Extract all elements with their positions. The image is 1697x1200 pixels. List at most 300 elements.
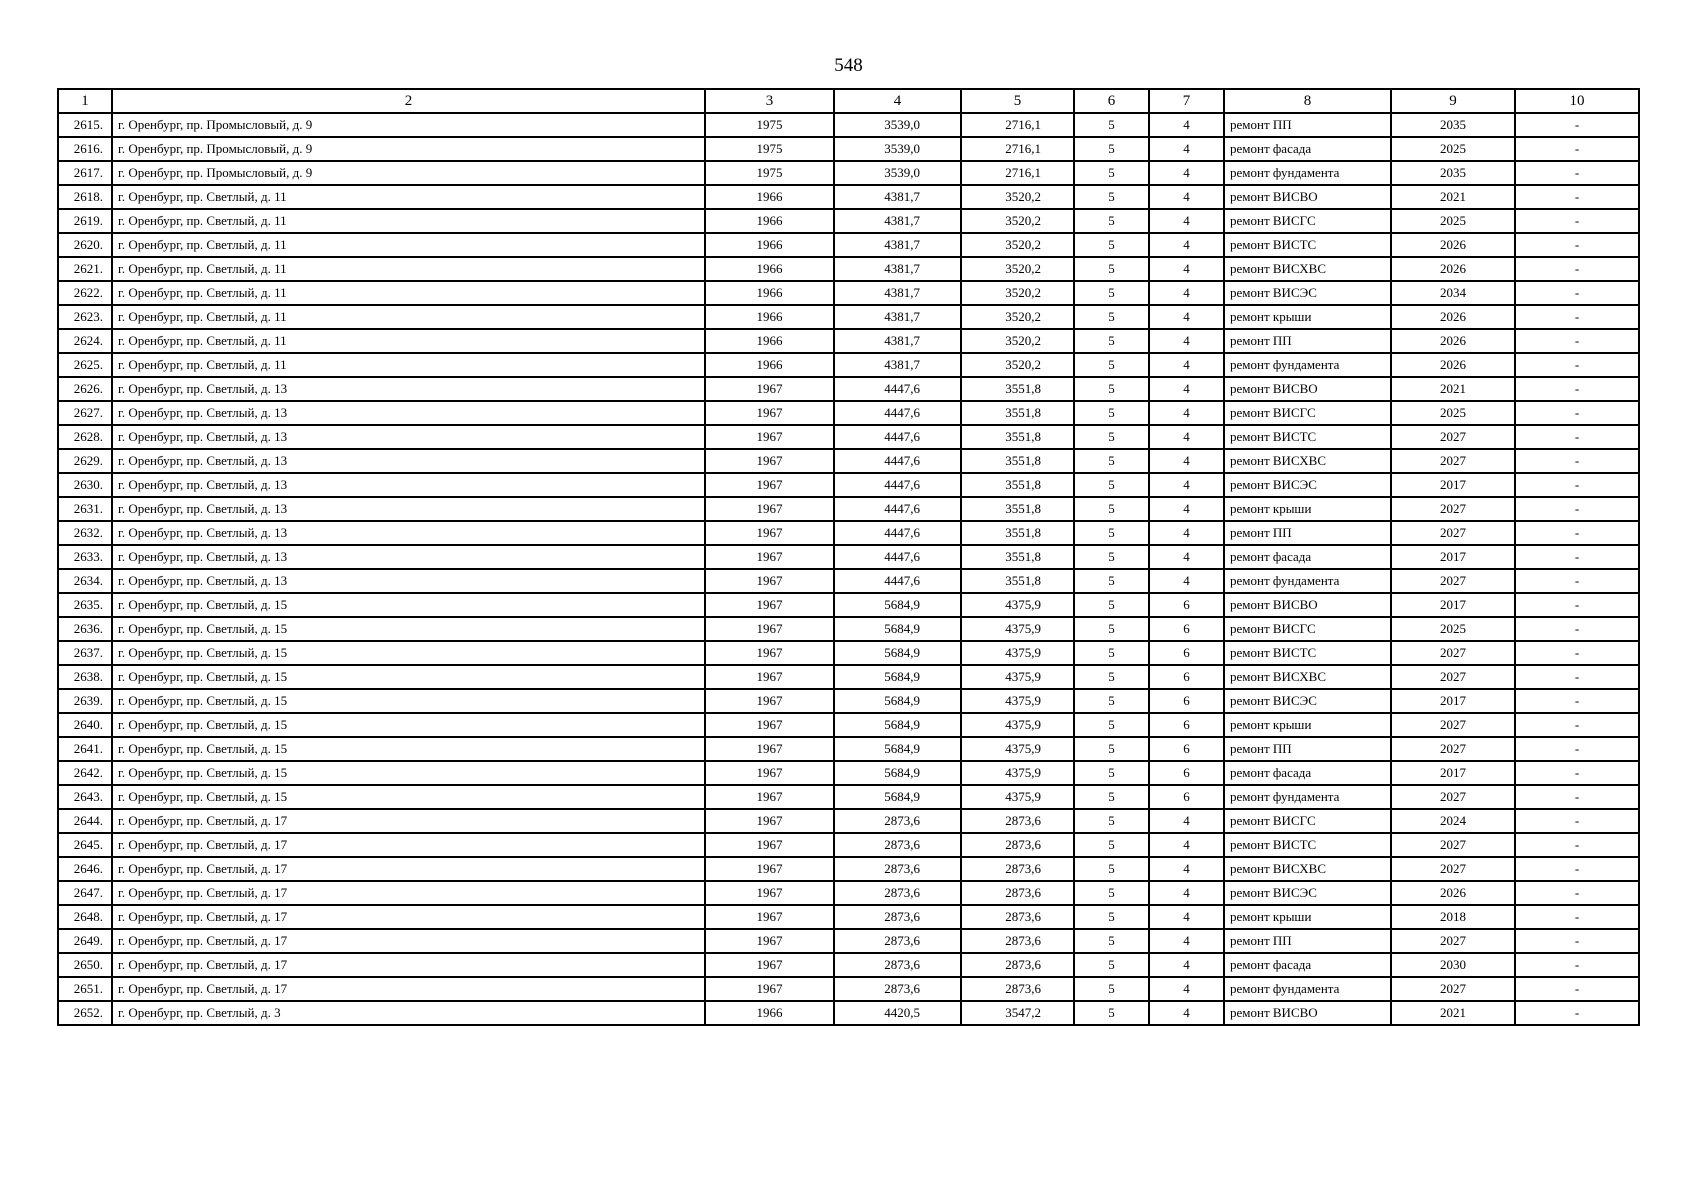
note-cell: - [1515,473,1639,497]
work-type-cell: ремонт ВИСХВС [1224,449,1391,473]
work-type-cell: ремонт ВИСВО [1224,1001,1391,1025]
planned-year-cell: 2025 [1391,209,1515,233]
planned-year-cell: 2027 [1391,785,1515,809]
entrances-cell: 4 [1149,305,1224,329]
living-area-cell: 4375,9 [961,665,1074,689]
planned-year-cell: 2027 [1391,737,1515,761]
planned-year-cell: 2026 [1391,353,1515,377]
living-area-cell: 2716,1 [961,161,1074,185]
row-number-cell: 2643. [58,785,112,809]
entrances-cell: 4 [1149,377,1224,401]
work-type-cell: ремонт фундамента [1224,353,1391,377]
total-area-cell: 2873,6 [834,833,961,857]
table-row [58,953,1639,977]
work-type-cell: ремонт ВИСЭС [1224,281,1391,305]
floors-cell: 5 [1074,353,1149,377]
note-cell: - [1515,953,1639,977]
row-number-cell: 2623. [58,305,112,329]
row-number-cell: 2639. [58,689,112,713]
floors-cell: 5 [1074,161,1149,185]
planned-year-cell: 2017 [1391,593,1515,617]
planned-year-cell: 2030 [1391,953,1515,977]
total-area-cell: 3539,0 [834,113,961,137]
year-built-cell: 1966 [705,257,834,281]
address-cell: г. Оренбург, пр. Светлый, д. 13 [112,377,705,401]
page-number: 548 [834,55,863,76]
year-built-cell: 1966 [705,329,834,353]
year-built-cell: 1967 [705,809,834,833]
table-row [58,665,1639,689]
address-cell: г. Оренбург, пр. Светлый, д. 3 [112,1001,705,1025]
planned-year-cell: 2027 [1391,713,1515,737]
row-number-cell: 2617. [58,161,112,185]
note-cell: - [1515,353,1639,377]
row-number-cell: 2620. [58,233,112,257]
row-number-cell: 2631. [58,497,112,521]
work-type-cell: ремонт фундамента [1224,785,1391,809]
total-area-cell: 4447,6 [834,425,961,449]
living-area-cell: 3547,2 [961,1001,1074,1025]
work-type-cell: ремонт ВИСТС [1224,833,1391,857]
living-area-cell: 3551,8 [961,569,1074,593]
planned-year-cell: 2026 [1391,305,1515,329]
entrances-cell: 6 [1149,665,1224,689]
address-cell: г. Оренбург, пр. Светлый, д. 11 [112,257,705,281]
floors-cell: 5 [1074,713,1149,737]
table-row [58,809,1639,833]
total-area-cell: 4381,7 [834,209,961,233]
living-area-cell: 2873,6 [961,929,1074,953]
table-row [58,329,1639,353]
work-type-cell: ремонт фасада [1224,137,1391,161]
table-row [58,929,1639,953]
living-area-cell: 4375,9 [961,617,1074,641]
note-cell: - [1515,401,1639,425]
column-header: 7 [1149,89,1224,113]
entrances-cell: 4 [1149,329,1224,353]
work-type-cell: ремонт ВИСВО [1224,185,1391,209]
living-area-cell: 2873,6 [961,953,1074,977]
table-row [58,449,1639,473]
entrances-cell: 4 [1149,257,1224,281]
note-cell: - [1515,665,1639,689]
planned-year-cell: 2025 [1391,401,1515,425]
total-area-cell: 4420,5 [834,1001,961,1025]
year-built-cell: 1967 [705,953,834,977]
floors-cell: 5 [1074,905,1149,929]
planned-year-cell: 2017 [1391,689,1515,713]
column-header: 8 [1224,89,1391,113]
table-row [58,713,1639,737]
work-type-cell: ремонт ВИСТС [1224,641,1391,665]
row-number-cell: 2619. [58,209,112,233]
note-cell: - [1515,881,1639,905]
entrances-cell: 4 [1149,401,1224,425]
planned-year-cell: 2017 [1391,761,1515,785]
work-type-cell: ремонт крыши [1224,905,1391,929]
planned-year-cell: 2021 [1391,377,1515,401]
address-cell: г. Оренбург, пр. Светлый, д. 13 [112,545,705,569]
floors-cell: 5 [1074,977,1149,1001]
table-row [58,977,1639,1001]
row-number-cell: 2622. [58,281,112,305]
entrances-cell: 4 [1149,281,1224,305]
work-type-cell: ремонт фасада [1224,761,1391,785]
floors-cell: 5 [1074,833,1149,857]
entrances-cell: 4 [1149,881,1224,905]
table-row [58,425,1639,449]
address-cell: г. Оренбург, пр. Светлый, д. 15 [112,737,705,761]
row-number-cell: 2652. [58,1001,112,1025]
planned-year-cell: 2018 [1391,905,1515,929]
row-number-cell: 2621. [58,257,112,281]
address-cell: г. Оренбург, пр. Светлый, д. 11 [112,233,705,257]
entrances-cell: 4 [1149,209,1224,233]
planned-year-cell: 2027 [1391,641,1515,665]
note-cell: - [1515,545,1639,569]
address-cell: г. Оренбург, пр. Светлый, д. 15 [112,689,705,713]
total-area-cell: 2873,6 [834,809,961,833]
address-cell: г. Оренбург, пр. Светлый, д. 11 [112,305,705,329]
table-row [58,881,1639,905]
work-type-cell: ремонт ВИСЭС [1224,881,1391,905]
year-built-cell: 1966 [705,185,834,209]
address-cell: г. Оренбург, пр. Промысловый, д. 9 [112,113,705,137]
note-cell: - [1515,137,1639,161]
living-area-cell: 2873,6 [961,881,1074,905]
work-type-cell: ремонт ВИСВО [1224,593,1391,617]
note-cell: - [1515,185,1639,209]
total-area-cell: 4381,7 [834,257,961,281]
column-header: 5 [961,89,1074,113]
total-area-cell: 2873,6 [834,953,961,977]
total-area-cell: 2873,6 [834,905,961,929]
note-cell: - [1515,833,1639,857]
table-row [58,641,1639,665]
floors-cell: 5 [1074,881,1149,905]
note-cell: - [1515,977,1639,1001]
year-built-cell: 1967 [705,905,834,929]
note-cell: - [1515,257,1639,281]
total-area-cell: 5684,9 [834,689,961,713]
table-row [58,209,1639,233]
work-type-cell: ремонт фундамента [1224,569,1391,593]
work-type-cell: ремонт ВИСЭС [1224,473,1391,497]
table-row [58,545,1639,569]
row-number-cell: 2615. [58,113,112,137]
table-row [58,593,1639,617]
living-area-cell: 2873,6 [961,977,1074,1001]
note-cell: - [1515,785,1639,809]
table-row [58,521,1639,545]
table-header [58,89,1639,113]
note-cell: - [1515,1001,1639,1025]
year-built-cell: 1967 [705,449,834,473]
living-area-cell: 2716,1 [961,137,1074,161]
total-area-cell: 4447,6 [834,521,961,545]
living-area-cell: 4375,9 [961,785,1074,809]
note-cell: - [1515,329,1639,353]
entrances-cell: 6 [1149,737,1224,761]
living-area-cell: 3520,2 [961,233,1074,257]
living-area-cell: 4375,9 [961,713,1074,737]
work-type-cell: ремонт ВИСХВС [1224,857,1391,881]
year-built-cell: 1967 [705,689,834,713]
entrances-cell: 6 [1149,641,1224,665]
row-number-cell: 2633. [58,545,112,569]
living-area-cell: 3520,2 [961,257,1074,281]
floors-cell: 5 [1074,305,1149,329]
row-number-cell: 2618. [58,185,112,209]
living-area-cell: 3551,8 [961,521,1074,545]
address-cell: г. Оренбург, пр. Светлый, д. 11 [112,353,705,377]
year-built-cell: 1966 [705,209,834,233]
column-header: 10 [1515,89,1639,113]
note-cell: - [1515,497,1639,521]
planned-year-cell: 2024 [1391,809,1515,833]
work-type-cell: ремонт ВИСТС [1224,425,1391,449]
year-built-cell: 1966 [705,305,834,329]
planned-year-cell: 2027 [1391,521,1515,545]
total-area-cell: 4447,6 [834,377,961,401]
floors-cell: 5 [1074,665,1149,689]
work-type-cell: ремонт ПП [1224,113,1391,137]
total-area-cell: 4381,7 [834,353,961,377]
floors-cell: 5 [1074,377,1149,401]
work-type-cell: ремонт фундамента [1224,161,1391,185]
total-area-cell: 4447,6 [834,569,961,593]
year-built-cell: 1967 [705,929,834,953]
work-type-cell: ремонт ПП [1224,329,1391,353]
address-cell: г. Оренбург, пр. Светлый, д. 11 [112,185,705,209]
table-row [58,233,1639,257]
living-area-cell: 3520,2 [961,281,1074,305]
floors-cell: 5 [1074,953,1149,977]
planned-year-cell: 2026 [1391,881,1515,905]
entrances-cell: 4 [1149,905,1224,929]
planned-year-cell: 2035 [1391,113,1515,137]
entrances-cell: 6 [1149,713,1224,737]
note-cell: - [1515,905,1639,929]
repair-schedule-table [57,88,1640,1026]
address-cell: г. Оренбург, пр. Светлый, д. 13 [112,569,705,593]
table-row [58,353,1639,377]
work-type-cell: ремонт ВИСГС [1224,809,1391,833]
entrances-cell: 4 [1149,977,1224,1001]
note-cell: - [1515,569,1639,593]
year-built-cell: 1967 [705,593,834,617]
year-built-cell: 1975 [705,113,834,137]
planned-year-cell: 2021 [1391,185,1515,209]
work-type-cell: ремонт ПП [1224,737,1391,761]
planned-year-cell: 2027 [1391,857,1515,881]
year-built-cell: 1966 [705,1001,834,1025]
address-cell: г. Оренбург, пр. Светлый, д. 15 [112,713,705,737]
floors-cell: 5 [1074,209,1149,233]
floors-cell: 5 [1074,185,1149,209]
table-row [58,377,1639,401]
floors-cell: 5 [1074,1001,1149,1025]
planned-year-cell: 2027 [1391,569,1515,593]
floors-cell: 5 [1074,401,1149,425]
column-header: 9 [1391,89,1515,113]
table-row [58,161,1639,185]
total-area-cell: 2873,6 [834,857,961,881]
planned-year-cell: 2027 [1391,497,1515,521]
year-built-cell: 1975 [705,137,834,161]
table-row [58,833,1639,857]
work-type-cell: ремонт фундамента [1224,977,1391,1001]
floors-cell: 5 [1074,857,1149,881]
living-area-cell: 2873,6 [961,833,1074,857]
note-cell: - [1515,233,1639,257]
total-area-cell: 4447,6 [834,545,961,569]
note-cell: - [1515,305,1639,329]
table-row [58,257,1639,281]
work-type-cell: ремонт крыши [1224,497,1391,521]
note-cell: - [1515,521,1639,545]
total-area-cell: 5684,9 [834,761,961,785]
address-cell: г. Оренбург, пр. Светлый, д. 17 [112,881,705,905]
note-cell: - [1515,929,1639,953]
total-area-cell: 2873,6 [834,929,961,953]
total-area-cell: 4447,6 [834,449,961,473]
year-built-cell: 1967 [705,617,834,641]
entrances-cell: 4 [1149,425,1224,449]
note-cell: - [1515,113,1639,137]
planned-year-cell: 2027 [1391,665,1515,689]
total-area-cell: 5684,9 [834,641,961,665]
column-header: 3 [705,89,834,113]
living-area-cell: 3551,8 [961,401,1074,425]
table-row [58,473,1639,497]
planned-year-cell: 2027 [1391,833,1515,857]
living-area-cell: 4375,9 [961,689,1074,713]
year-built-cell: 1967 [705,665,834,689]
work-type-cell: ремонт ВИСХВС [1224,665,1391,689]
table-row [58,113,1639,137]
year-built-cell: 1967 [705,473,834,497]
floors-cell: 5 [1074,737,1149,761]
floors-cell: 5 [1074,689,1149,713]
work-type-cell: ремонт ПП [1224,929,1391,953]
address-cell: г. Оренбург, пр. Светлый, д. 13 [112,449,705,473]
floors-cell: 5 [1074,809,1149,833]
note-cell: - [1515,809,1639,833]
table-row [58,905,1639,929]
address-cell: г. Оренбург, пр. Светлый, д. 17 [112,953,705,977]
row-number-cell: 2640. [58,713,112,737]
living-area-cell: 3520,2 [961,329,1074,353]
work-type-cell: ремонт ВИСГС [1224,209,1391,233]
row-number-cell: 2637. [58,641,112,665]
planned-year-cell: 2027 [1391,977,1515,1001]
floors-cell: 5 [1074,329,1149,353]
address-cell: г. Оренбург, пр. Промысловый, д. 9 [112,161,705,185]
entrances-cell: 6 [1149,785,1224,809]
living-area-cell: 2716,1 [961,113,1074,137]
planned-year-cell: 2027 [1391,929,1515,953]
column-header: 2 [112,89,705,113]
row-number-cell: 2647. [58,881,112,905]
row-number-cell: 2625. [58,353,112,377]
floors-cell: 5 [1074,257,1149,281]
work-type-cell: ремонт ВИСГС [1224,401,1391,425]
entrances-cell: 4 [1149,185,1224,209]
total-area-cell: 5684,9 [834,785,961,809]
floors-cell: 5 [1074,113,1149,137]
entrances-cell: 4 [1149,137,1224,161]
floors-cell: 5 [1074,425,1149,449]
table-row [58,281,1639,305]
table-row [58,761,1639,785]
note-cell: - [1515,689,1639,713]
floors-cell: 5 [1074,569,1149,593]
address-cell: г. Оренбург, пр. Светлый, д. 11 [112,209,705,233]
year-built-cell: 1967 [705,545,834,569]
address-cell: г. Оренбург, пр. Светлый, д. 17 [112,833,705,857]
note-cell: - [1515,713,1639,737]
total-area-cell: 4447,6 [834,401,961,425]
row-number-cell: 2629. [58,449,112,473]
total-area-cell: 4381,7 [834,305,961,329]
living-area-cell: 4375,9 [961,761,1074,785]
living-area-cell: 3520,2 [961,305,1074,329]
entrances-cell: 4 [1149,545,1224,569]
entrances-cell: 4 [1149,353,1224,377]
note-cell: - [1515,161,1639,185]
entrances-cell: 4 [1149,857,1224,881]
work-type-cell: ремонт ПП [1224,521,1391,545]
year-built-cell: 1967 [705,785,834,809]
total-area-cell: 4447,6 [834,497,961,521]
column-header: 1 [58,89,112,113]
year-built-cell: 1967 [705,977,834,1001]
year-built-cell: 1967 [705,401,834,425]
floors-cell: 5 [1074,497,1149,521]
floors-cell: 5 [1074,137,1149,161]
floors-cell: 5 [1074,593,1149,617]
living-area-cell: 3551,8 [961,473,1074,497]
note-cell: - [1515,377,1639,401]
total-area-cell: 3539,0 [834,161,961,185]
table-row [58,185,1639,209]
planned-year-cell: 2025 [1391,137,1515,161]
address-cell: г. Оренбург, пр. Светлый, д. 15 [112,785,705,809]
floors-cell: 5 [1074,761,1149,785]
floors-cell: 5 [1074,545,1149,569]
living-area-cell: 3551,8 [961,497,1074,521]
table-row [58,305,1639,329]
row-number-cell: 2635. [58,593,112,617]
row-number-cell: 2632. [58,521,112,545]
column-header: 4 [834,89,961,113]
total-area-cell: 5684,9 [834,617,961,641]
floors-cell: 5 [1074,473,1149,497]
entrances-cell: 4 [1149,161,1224,185]
year-built-cell: 1966 [705,281,834,305]
row-number-cell: 2649. [58,929,112,953]
row-number-cell: 2627. [58,401,112,425]
living-area-cell: 3551,8 [961,377,1074,401]
row-number-cell: 2626. [58,377,112,401]
floors-cell: 5 [1074,641,1149,665]
planned-year-cell: 2021 [1391,1001,1515,1025]
year-built-cell: 1975 [705,161,834,185]
living-area-cell: 2873,6 [961,857,1074,881]
year-built-cell: 1967 [705,833,834,857]
floors-cell: 5 [1074,929,1149,953]
